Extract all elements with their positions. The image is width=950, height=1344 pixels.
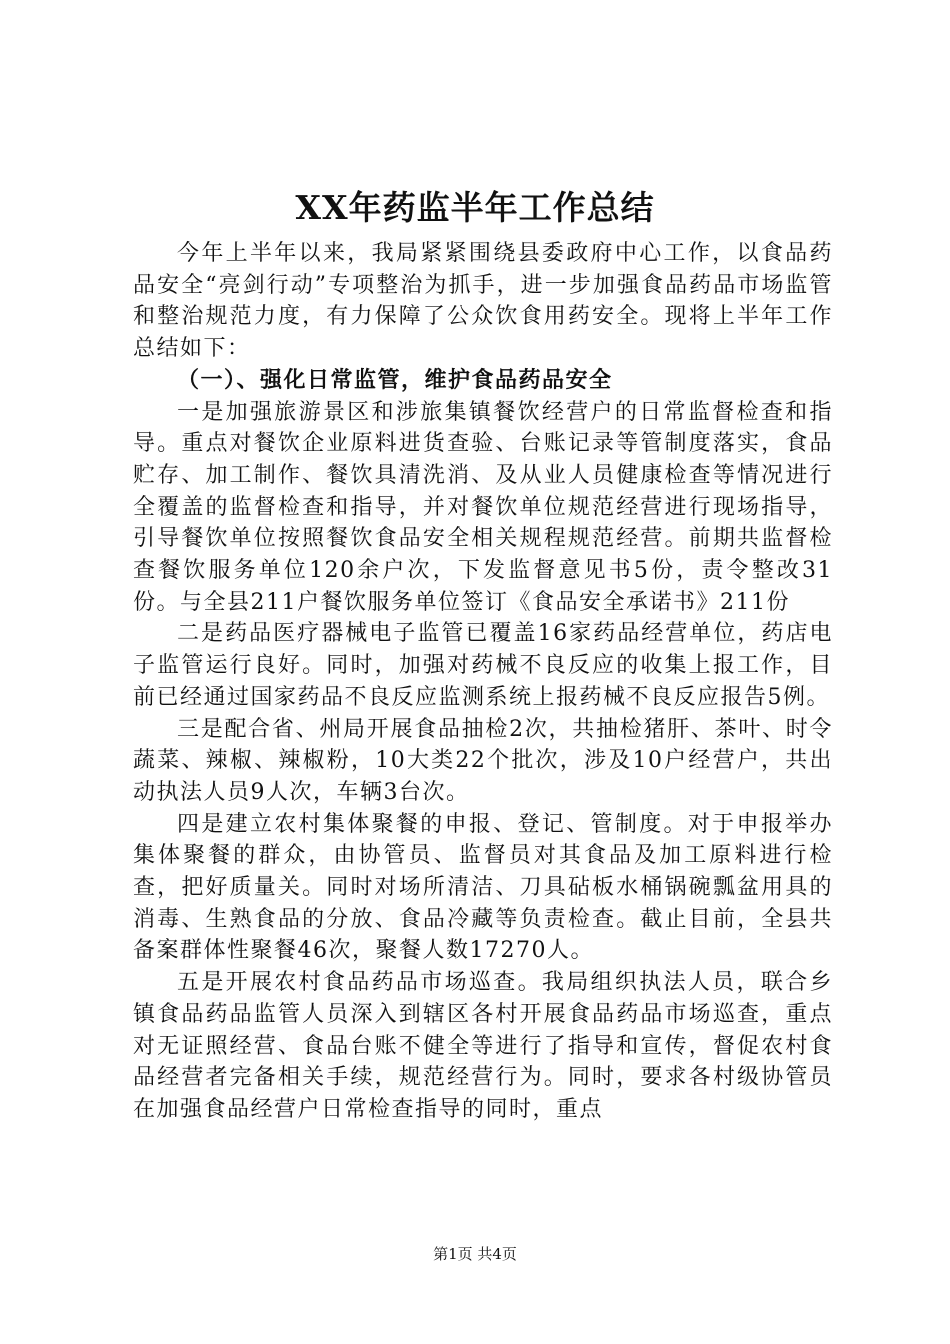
paragraph-item-3: 三是配合省、州局开展食品抽检2次，共抽检猪肝、茶叶、时令蔬菜、辣椒、辣椒粉，10大类22个批次，涉及10户经营户，共出动执法人员9人次，车辆3台次。 [133,716,833,805]
paragraph-item-2: 二是药品医疗器械电子监管已覆盖16家药品经营单位，药店电子监管运行良好。同时，加强对药械不良反应的收集上报工作，目前已经通过国家药品不良反应监测系统上报药械不良反应报告5例。 [133,621,833,710]
paragraph-item-1: 一是加强旅游景区和涉旅集镇餐饮经营户的日常监督检查和指导。重点对餐饮企业原料进货查验、台账记录等管制度落实，食品贮存、加工制作、餐饮具清洗消、及从业人员健康检查等情况进行全覆盖的监督检查和指导，并对餐饮单位规范经营进行现场指导，引导餐饮单位按照餐饮食品安全相关规程规范经营。前期共监督检查餐饮服务单位120余户次，下发监督意见书5份，责令整改31份。与全县211户餐饮服务单位签订《食品安全承诺书》211份 [133,399,833,615]
page-footer: 第1页 共4页 [433,1245,517,1263]
paragraph-item-4: 四是建立农村集体聚餐的申报、登记、管制度。对于申报举办集体聚餐的群众，由协管员、监督员对其食品及加工原料进行检查，把好质量关。同时对场所清洁、刀具砧板水桶锅碗瓢盆用具的消毒、生熟食品的分放、食品冷藏等负责检查。截止目前，全县共备案群体性聚餐46次，聚餐人数17270人。 [133,811,833,964]
paragraph-intro: 今年上半年以来，我局紧紧围绕县委政府中心工作，以食品药品安全“亮剑行动”专项整治为抓手，进一步加强食品药品市场监管和整治规范力度，有力保障了公众饮食用药安全。现将上半年工作总结如下： [133,241,833,362]
section-heading: （一）、强化日常监管，维护食品药品安全 [177,367,613,393]
document-title: XX年药监半年工作总结 [295,188,655,227]
paragraph-item-5: 五是开展农村食品药品市场巡查。我局组织执法人员，联合乡镇食品药品监管人员深入到辖区各村开展食品药品市场巡查，重点对无证照经营、食品台账不健全等进行了指导和宣传，督促农村食品经营者完备相关手续，规范经营行为。同时，要求各村级协管员在加强食品经营户日常检查指导的同时，重点 [133,970,833,1122]
document-body [133,238,833,1126]
